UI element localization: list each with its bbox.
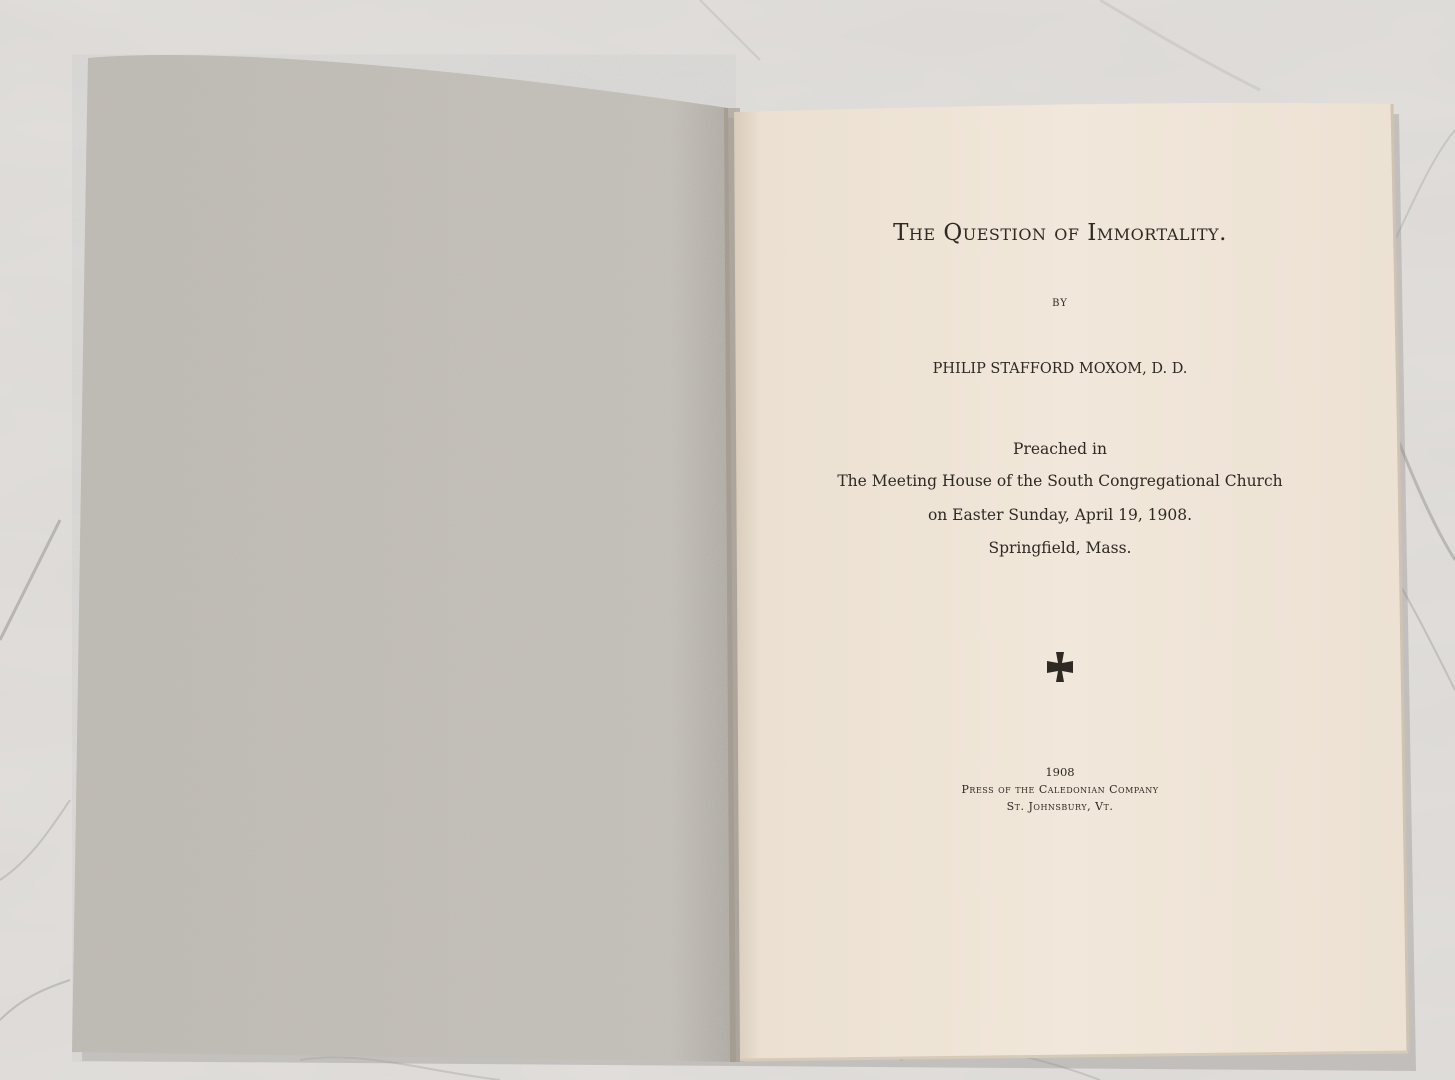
- book-title: The Question of Immortality.: [893, 220, 1227, 246]
- city-text: Springfield, Mass.: [988, 539, 1132, 557]
- date-text: on Easter Sunday, April 19, 1908.: [927, 506, 1193, 524]
- imprint-press: Press of the Caledonian Company: [961, 783, 1159, 796]
- author-name: PHILIP STAFFORD MOXOM, D. D.: [932, 361, 1188, 377]
- byline-label: BY: [1052, 298, 1068, 309]
- imprint-year: 1908: [1045, 765, 1075, 779]
- title-page: [735, 110, 1385, 1060]
- imprint-location: St. Johnsbury, Vt.: [1006, 800, 1114, 813]
- cross-pattee-icon: [1043, 650, 1077, 684]
- preached-in-text: Preached in: [1013, 440, 1107, 458]
- place-text: The Meeting House of the South Congregational Church: [837, 472, 1283, 490]
